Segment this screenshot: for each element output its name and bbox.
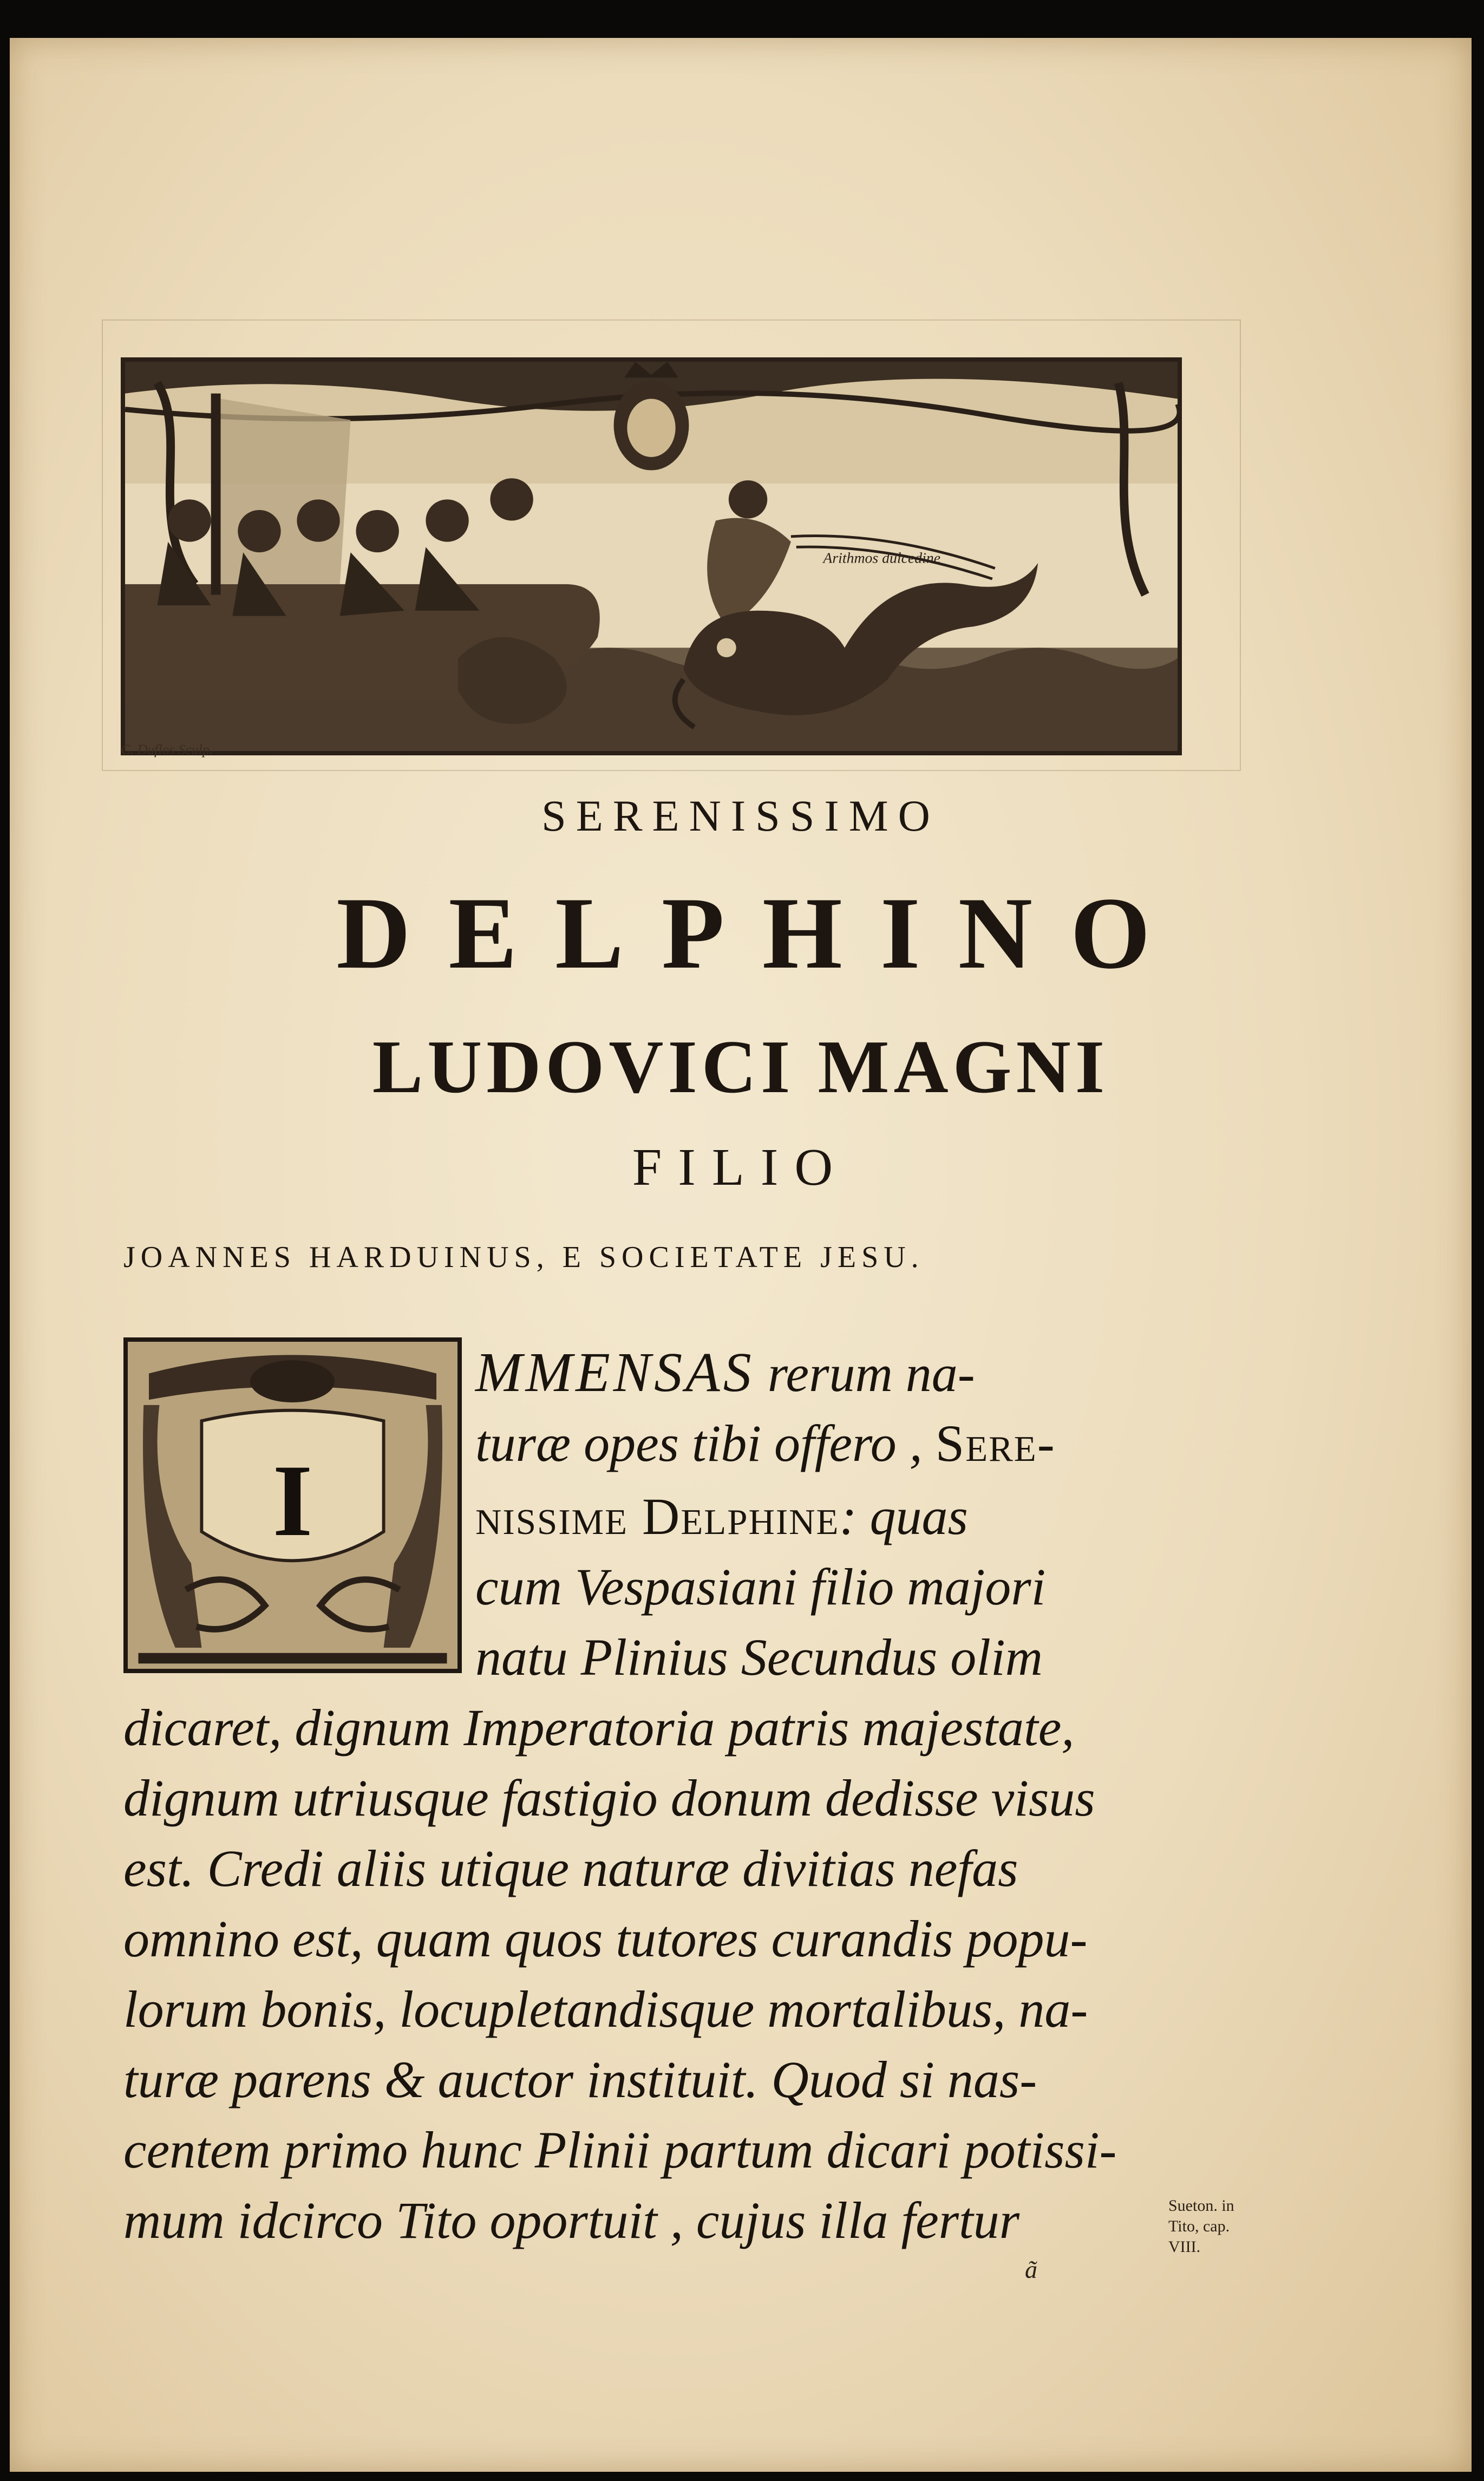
margin-note: [1168, 2196, 1293, 2257]
text-line-1: [475, 1340, 975, 1405]
opening-word: MMENSAS: [475, 1341, 755, 1403]
text-line-6: dicaret, dignum Imperatoria patris majestate,: [123, 1699, 1075, 1757]
text-line-9: omnino est, quam quos tutores curandis popu-: [123, 1910, 1088, 1968]
banner-text: Arithmos dulcedine: [823, 549, 941, 566]
catchword: ã: [1025, 2256, 1037, 2283]
title-ludovici-magni: LUDOVICI MAGNI: [372, 1025, 1109, 1109]
text-line-7: dignum utriusque fastigio donum dedisse visus: [123, 1769, 1095, 1827]
text-line-8: est. Credi aliis utique naturæ divitias nefas: [123, 1839, 1018, 1897]
text-line-10: lorum bonis, locupletandisque mortalibus, na-: [123, 1980, 1088, 2038]
title-delphino: DELPHINO: [336, 877, 1188, 990]
text-line-5: natu Plinius Secundus olim: [475, 1628, 1043, 1686]
book-page: [10, 38, 1472, 2472]
text-line-2-b: Sere-: [935, 1414, 1056, 1472]
author-line: JOANNES HARDUINUS, E SOCIETATE JESU.: [123, 1240, 924, 1274]
text-line-4: cum Vespasiani filio majori: [475, 1558, 1046, 1616]
text-line-12: centem primo hunc Plinii partum dicari potissi-: [123, 2121, 1117, 2179]
text-line-11: turæ parens & auctor instituit. Quod si nas-: [123, 2051, 1037, 2108]
text-line-2: [475, 1413, 1056, 1473]
decorated-initial: [123, 1337, 462, 1673]
text-line-3-b: : quas: [839, 1487, 968, 1545]
text-line-3-a: nissime Delphine: [475, 1487, 840, 1545]
text-line-2-a: turæ opes tibi offero ,: [475, 1414, 936, 1472]
margin-note-line-3: VIII.: [1168, 2238, 1201, 2256]
initial-letter: I: [272, 1444, 313, 1558]
margin-note-line-1: Sueton. in: [1168, 2197, 1234, 2215]
title-serenissimo: SERENISSIMO: [541, 791, 940, 840]
engraver-signature: C. Duflos Sculp.: [121, 742, 213, 758]
engraving-illustration: [125, 362, 1178, 751]
text-line-1-rest: rerum na-: [754, 1344, 975, 1402]
headpiece-engraving: [121, 357, 1182, 755]
title-filio: FILIO: [632, 1138, 849, 1197]
text-line-13: mum idcirco Tito oportuit , cujus illa fertur: [123, 2191, 1020, 2249]
text-line-3: [475, 1486, 968, 1546]
margin-note-line-2: Tito, cap.: [1168, 2217, 1230, 2235]
